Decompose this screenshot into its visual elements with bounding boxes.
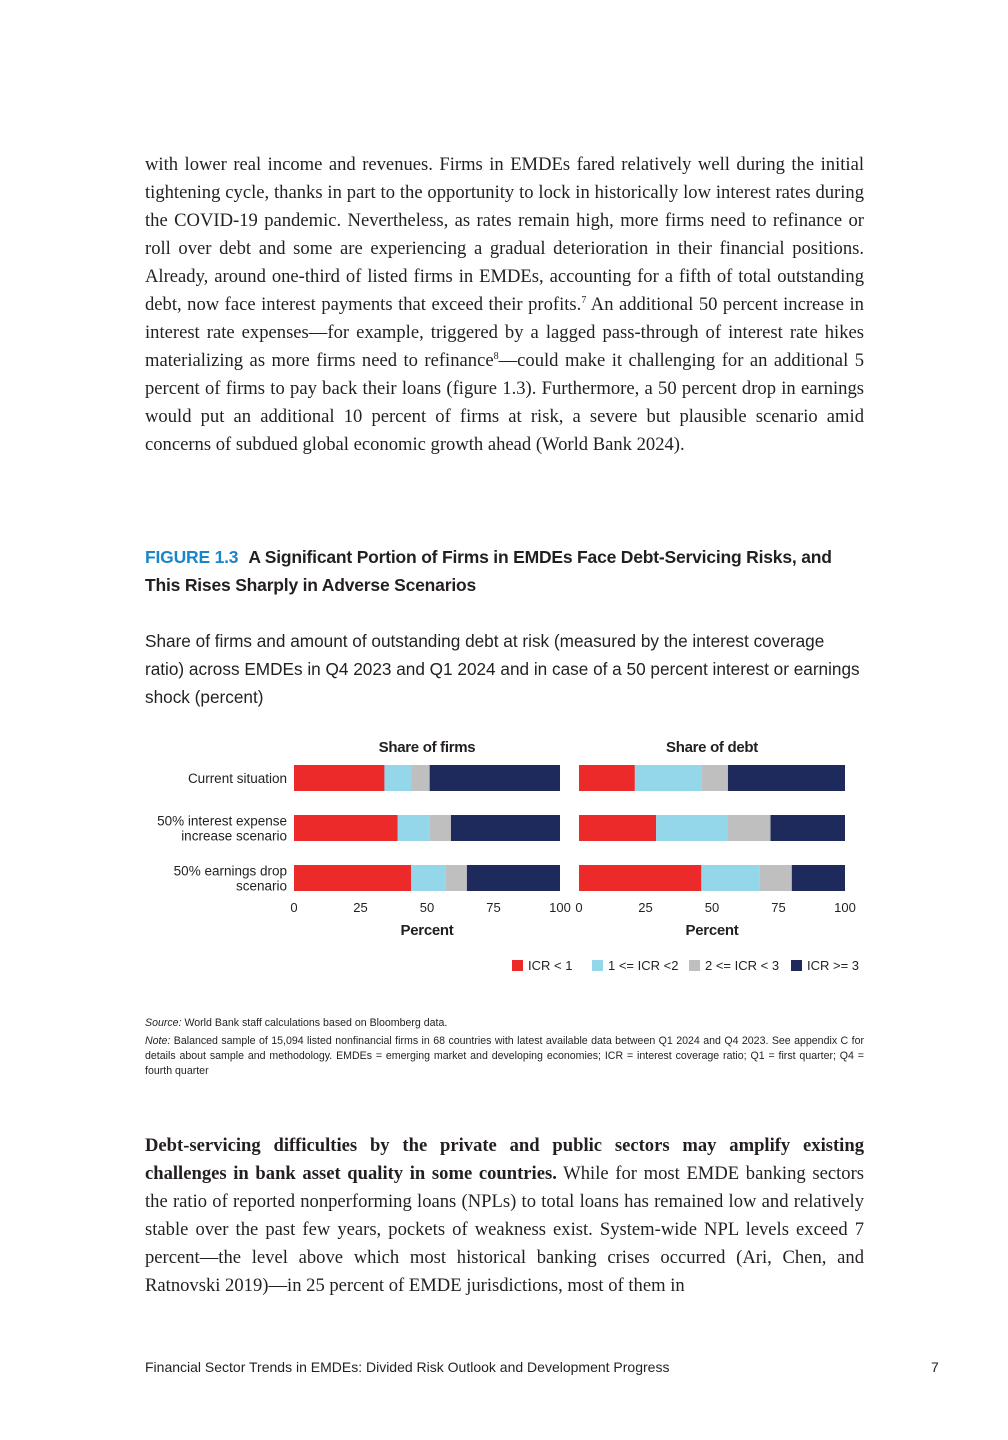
intro-text-3: —could make it challenging for an additional 5 percent of firms to pay back their loans (figure 1.3). Furthermore, a 50 percent drop in earnings would put an additional 10 percent of firms at risk, a severe but plausible scenario amid concerns of subdued global economic growth ahead (World Bank 2024). xyxy=(145,350,864,455)
x-tick-label: 75 xyxy=(771,900,786,915)
category-label: 50% interest expense xyxy=(157,813,287,829)
legend-label: 1 <= ICR <2 xyxy=(608,958,679,973)
figure-source xyxy=(145,1016,864,1031)
x-tick-label: 25 xyxy=(638,900,653,915)
legend-swatch xyxy=(791,960,802,971)
body-paragraph xyxy=(145,1132,864,1300)
bar-segment xyxy=(760,865,792,891)
note-text: Balanced sample of 15,094 listed nonfinancial firms in 68 countries with latest available data between Q1 2024 and Q4 2023. See appendix C for details about sample and methodology. EMDEs = emerging market and developing economies; ICR = interest coverage ratio; Q1 = first quarter; Q4 = fourth quarter xyxy=(145,1035,864,1077)
category-label: scenario xyxy=(235,878,287,894)
intro-text-2: An additional 50 percent increase in interest rate expenses—for example, triggered by a lagged pass-through of interest rate hikes materializing as more firms need to refinance xyxy=(145,294,864,371)
bar-segment xyxy=(451,815,560,841)
bar-segment xyxy=(294,765,384,791)
x-axis-label: Percent xyxy=(685,922,739,939)
bar-segment xyxy=(430,765,560,791)
x-tick-label: 0 xyxy=(575,900,583,915)
page-number: 7 xyxy=(931,1359,939,1375)
x-tick-label: 50 xyxy=(419,900,435,915)
category-label: 50% earnings drop xyxy=(173,863,287,879)
source-label: Source: xyxy=(145,1017,182,1029)
body-text: While for most EMDE banking sectors the ratio of reported nonperforming loans (NPLs) to total loans has remained low and relatively stable over the past few years, pockets of weakness exist. System-wide NPL levels exceed 7 percent—the level above which most historical banking crises occurred (Ari, Chen, and Ratnovski 2019)—in 25 percent of EMDE jurisdictions, most of them in xyxy=(145,1163,864,1296)
legend-label: 2 <= ICR < 3 xyxy=(705,958,780,973)
panel-title: Share of debt xyxy=(666,739,758,756)
category-label: increase scenario xyxy=(181,828,287,844)
legend-swatch xyxy=(592,960,603,971)
body-bold-lead: Debt-servicing difficulties by the private and public sectors may amplify existing challenges in bank asset quality in some countries. xyxy=(145,1135,864,1184)
legend-label: ICR >= 3 xyxy=(807,958,860,973)
bar-segment xyxy=(771,815,845,841)
bar-segment xyxy=(430,815,451,841)
x-tick-label: 100 xyxy=(834,900,856,915)
x-tick-label: 25 xyxy=(353,900,368,915)
footnote-ref-8[interactable]: 8 xyxy=(493,350,499,362)
bar-segment xyxy=(579,815,656,841)
bar-segment xyxy=(656,815,728,841)
intro-text-1: with lower real income and revenues. Firms in EMDEs fared relatively well during the initial tightening cycle, thanks in part to the opportunity to lock in historically low interest rates during the COVID-19 pandemic. Nevertheless, as rates remain high, more firms need to refinance or roll over debt and some are experiencing a gradual deterioration in their financial positions. Already, around one-third of listed firms in EMDEs, accounting for a fifth of total outstanding debt, now face interest payments that exceed their profits. xyxy=(145,154,864,315)
figure-subtitle: Share of firms and amount of outstanding debt at risk (measured by the interest coverage ratio) across EMDEs in Q4 2023 and Q1 2024 and in case of a 50 percent interest or earnings shock (percent) xyxy=(145,631,860,707)
bar-segment xyxy=(701,865,760,891)
source-text: World Bank staff calculations based on Bloomberg data. xyxy=(181,1017,448,1029)
legend-label: ICR < 1 xyxy=(528,958,573,973)
bar-segment xyxy=(792,865,845,891)
bar-segment xyxy=(635,765,702,791)
figure-title xyxy=(145,543,867,599)
footnote-ref-7[interactable]: 7 xyxy=(581,294,587,306)
note-label: Note: xyxy=(145,1035,171,1047)
bar-segment xyxy=(398,815,430,841)
bar-segment xyxy=(446,865,467,891)
legend-swatch xyxy=(689,960,700,971)
bar-segment xyxy=(728,815,771,841)
bar-segment xyxy=(294,815,398,841)
x-tick-label: 75 xyxy=(486,900,501,915)
bar-segment xyxy=(384,765,411,791)
figure-number: FIGURE 1.3 xyxy=(145,547,239,567)
stacked-bar-chart xyxy=(140,730,870,980)
x-tick-label: 100 xyxy=(549,900,571,915)
bar-segment xyxy=(579,865,701,891)
category-label: Current situation xyxy=(187,771,287,786)
bar-segment xyxy=(579,765,635,791)
panel-title: Share of firms xyxy=(378,739,476,756)
bar-segment xyxy=(411,865,446,891)
bar-segment xyxy=(701,765,728,791)
figure-title-text: A Significant Portion of Firms in EMDEs Face Debt-Servicing Risks, and This Rises Sharply in Adverse Scenarios xyxy=(145,547,832,595)
x-tick-label: 0 xyxy=(290,900,298,915)
footer-title: Financial Sector Trends in EMDEs: Divided Risk Outlook and Development Progress xyxy=(145,1359,670,1375)
bar-segment xyxy=(467,865,560,891)
x-tick-label: 50 xyxy=(704,900,720,915)
figure-note xyxy=(145,1034,864,1079)
legend-swatch xyxy=(512,960,523,971)
intro-paragraph xyxy=(145,151,864,459)
bar-segment xyxy=(728,765,845,791)
x-axis-label: Percent xyxy=(400,922,454,939)
bar-segment xyxy=(294,865,411,891)
bar-segment xyxy=(411,765,430,791)
